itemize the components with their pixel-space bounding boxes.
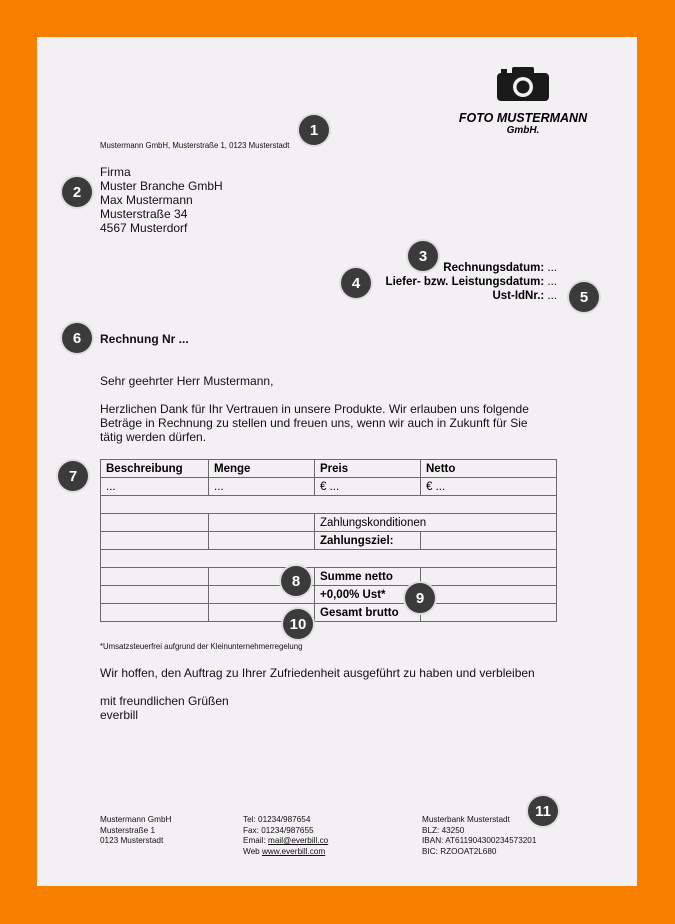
header-net: Netto	[421, 460, 557, 478]
invoice-date-value: ...	[544, 262, 557, 274]
footer-line: BIC: RZOOAT2L680	[422, 846, 497, 856]
closing-text: Wir hoffen, den Auftrag zu Ihrer Zufriedenheit ausgeführt zu haben und verbleiben	[100, 666, 535, 680]
salutation: Sehr geehrter Herr Mustermann,	[100, 374, 274, 388]
table-row	[101, 514, 557, 532]
footnote: *Umsatzsteuerfrei aufgrund der Kleinunternehmerregelung	[100, 642, 303, 651]
annotation-badge: 2	[62, 177, 92, 207]
footer-bank	[422, 815, 536, 857]
table-cell	[101, 532, 209, 550]
table-cell	[209, 514, 315, 532]
annotation-badge: 4	[341, 268, 371, 298]
logo-company-suffix: GmbH.	[506, 125, 540, 136]
annotation-badge: 10	[283, 609, 313, 639]
footer-line: Musterstraße 1	[100, 825, 156, 835]
table-cell: ...	[101, 478, 209, 496]
intro-line: Beträge in Rechnung zu stellen und freuen uns, wenn wir auch in Zukunft für Sie	[100, 416, 528, 430]
footer-fax: Fax: 01234/987655	[243, 825, 314, 835]
annotation-badge: 8	[281, 566, 311, 596]
annotation-badge: 6	[62, 323, 92, 353]
table-row	[101, 586, 557, 604]
sum-net-label: Summe netto	[315, 568, 421, 586]
vat-id	[492, 290, 557, 302]
payment-due-value	[421, 532, 557, 550]
payment-due-label: Zahlungsziel:	[315, 532, 421, 550]
email-link[interactable]: mail@everbill.co	[268, 836, 329, 845]
table-row	[101, 604, 557, 622]
table-cell	[101, 550, 557, 568]
invoice-date	[443, 262, 557, 274]
footer-company	[100, 815, 171, 847]
invoice-date-label: Rechnungsdatum:	[443, 262, 545, 274]
recipient-line: Firma	[100, 165, 131, 179]
intro-text	[100, 402, 529, 444]
table-row	[101, 532, 557, 550]
intro-line: Herzlichen Dank für Ihr Vertrauen in unsere Produkte. Wir erlauben uns folgende	[100, 402, 529, 416]
web-link[interactable]: www.everbill.com	[261, 846, 326, 856]
sum-net-value	[421, 568, 557, 586]
recipient-line: Max Mustermann	[100, 193, 193, 207]
footer-tel: Tel: 01234/987654	[243, 815, 311, 824]
delivery-date	[386, 276, 557, 288]
header-quantity: Menge	[209, 460, 315, 478]
vat-label: +0,00% Ust*	[315, 586, 421, 604]
invoice-table	[100, 459, 557, 622]
table-row	[101, 496, 557, 514]
table-cell	[101, 568, 209, 586]
annotation-badge: 11	[528, 796, 558, 826]
footer-line: BLZ: 43250	[422, 825, 465, 835]
table-cell	[101, 604, 209, 622]
camera-icon	[496, 66, 550, 102]
footer-email	[243, 836, 328, 847]
annotation-badge: 1	[299, 115, 329, 145]
footer-line: Musterbank Musterstadt	[422, 815, 510, 824]
table-cell	[101, 586, 209, 604]
footer-line: IBAN: AT611904300234573201	[422, 836, 537, 845]
invoice-title: Rechnung Nr ...	[100, 332, 189, 346]
payment-terms: Zahlungskonditionen	[315, 514, 557, 532]
sender-line: Mustermann GmbH, Musterstraße 1, 0123 Musterstadt	[100, 141, 290, 150]
web-label: Web	[243, 846, 262, 856]
footer-line: 0123 Musterstadt	[100, 836, 164, 845]
header-description: Beschreibung	[101, 460, 209, 478]
footer-web	[243, 847, 328, 858]
regards: mit freundlichen Grüßen	[100, 694, 229, 708]
table-cell: ...	[209, 478, 315, 496]
signature: everbill	[100, 708, 139, 722]
intro-line: tätig werden dürfen.	[100, 430, 207, 444]
table-cell: € ...	[315, 478, 421, 496]
logo-company-name: FOTO MUSTERMANN	[458, 111, 588, 125]
recipient-line: 4567 Musterdorf	[100, 221, 188, 235]
total-gross-label: Gesamt brutto	[315, 604, 421, 622]
company-logo	[457, 66, 589, 136]
delivery-date-label: Liefer- bzw. Leistungsdatum:	[385, 276, 545, 288]
table-cell	[101, 496, 557, 514]
delivery-date-value: ...	[544, 276, 557, 288]
table-row	[101, 568, 557, 586]
annotation-badge: 7	[58, 461, 88, 491]
header-price: Preis	[315, 460, 421, 478]
annotation-badge: 9	[405, 583, 435, 613]
recipient-address	[100, 165, 223, 235]
annotation-badge: 3	[408, 241, 438, 271]
total-gross-value	[421, 604, 557, 622]
email-label: Email:	[243, 836, 269, 845]
recipient-line: Muster Branche GmbH	[100, 179, 223, 193]
table-row	[101, 478, 557, 496]
footer-line: Mustermann GmbH	[100, 815, 172, 824]
table-header-row	[101, 460, 557, 478]
footer-contact	[243, 815, 328, 857]
table-row	[101, 550, 557, 568]
table-cell: € ...	[421, 478, 557, 496]
vat-id-value: ...	[544, 290, 557, 302]
vat-value	[421, 586, 557, 604]
vat-id-label: Ust-IdNr.:	[492, 290, 545, 302]
table-cell	[209, 532, 315, 550]
annotation-badge: 5	[569, 282, 599, 312]
table-cell	[101, 514, 209, 532]
recipient-line: Musterstraße 34	[100, 207, 188, 221]
